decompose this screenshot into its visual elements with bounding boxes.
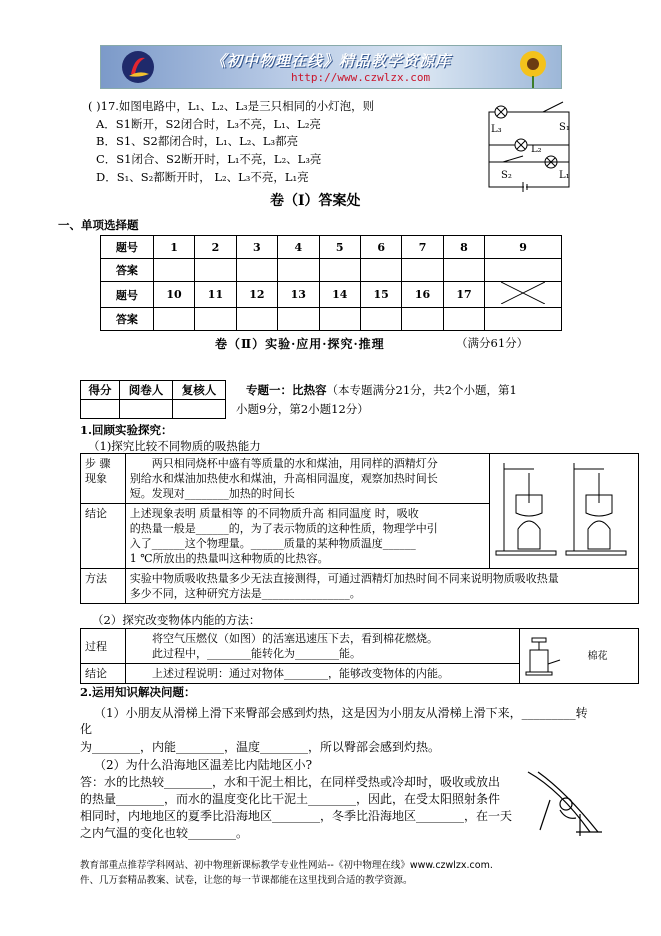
label-s2: S₂	[501, 170, 512, 181]
site-logo-icon	[121, 50, 155, 84]
exp2-label-process: 过程	[81, 629, 126, 664]
answer-label-cell: 答案	[101, 259, 154, 282]
answer-cell[interactable]	[360, 259, 401, 282]
answer-cell[interactable]	[236, 308, 277, 331]
grade-header: 阅卷人	[119, 381, 172, 400]
exp1-table	[80, 453, 639, 604]
answer-cell[interactable]	[485, 259, 562, 282]
answer-cell[interactable]	[485, 308, 562, 331]
answer-cell[interactable]	[236, 259, 277, 282]
q2-2-line: 答：水的比热较________，水和干泥土相比，在同样受热或冷却时，吸收或放出	[80, 775, 501, 789]
answer-header-cell: 12	[236, 282, 277, 308]
label-s1: S₁	[559, 122, 570, 133]
exp1-steps-line: 短。发现对________加热的时间长	[129, 487, 295, 500]
volume2-title: 卷（Ⅱ）实验·应用·探究·推理	[215, 337, 385, 351]
answer-header-cell: 6	[360, 236, 401, 259]
topic-desc: （本专题满分21分，共2个小题，第1	[326, 383, 517, 397]
grade-table	[80, 380, 226, 419]
answer-cell[interactable]	[402, 308, 443, 331]
answer-header-cell: 8	[443, 236, 484, 259]
grade-header: 得分	[81, 381, 120, 400]
cotton-label: 棉花	[587, 651, 608, 662]
answer-header-cell: 题号	[101, 282, 154, 308]
exp1-label-steps: 步 骤 现象	[81, 454, 126, 504]
answer-header-cell: 5	[319, 236, 360, 259]
answer-header-cell: 13	[278, 282, 319, 308]
exp1-label-conclusion: 结论	[81, 504, 126, 569]
section1-title: 一、单项选择题	[58, 218, 139, 232]
answer-cell[interactable]	[319, 259, 360, 282]
answer-cell[interactable]	[195, 308, 236, 331]
answer-cell[interactable]	[402, 259, 443, 282]
volume1-title: 卷（Ⅰ）答案处	[270, 193, 361, 209]
label-l2: L₂	[531, 144, 542, 155]
q17-stem: ( )17.如图电路中，L₁、L₂、L₃是三只相同的小灯泡，则	[88, 99, 375, 113]
answer-header-cell: 9	[485, 236, 562, 259]
answer-header-cell: 1	[153, 236, 194, 259]
topic-line1	[246, 382, 517, 398]
answer-cell[interactable]	[195, 259, 236, 282]
exp1-conclusion-line: 的热量一般是______的，为了表示物质的这种性质，物理学中引	[129, 522, 438, 535]
exp1-method-line: 实验中物质吸收热量多少无法直接测得，可通过酒精灯加热时间不同来说明物质吸收热量	[129, 572, 559, 585]
q2-1-line: （1）小朋友从滑梯上滑下来臀部会感到灼热，这是因为小朋友从滑梯上滑下来，_________转	[94, 706, 588, 720]
q2-2-line: 之内气温的变化也较________。	[80, 826, 249, 840]
crossed-cell	[485, 282, 562, 308]
slide-child-figure	[520, 770, 605, 840]
cross-out-icon	[501, 282, 545, 304]
answer-header-cell: 7	[402, 236, 443, 259]
banner-url: http://www.czwlzx.com	[291, 71, 431, 84]
grade-cell[interactable]	[81, 400, 120, 419]
exp2-title: （2）探究改变物体内能的方法：	[92, 613, 261, 627]
q2-1-line: 为________，内能________，温度________，所以臀部会感到灼热。	[80, 740, 441, 754]
label-l3: L₃	[491, 124, 502, 135]
exp1-steps-line: 别给水和煤油加热使水和煤油，升高相同温度，观察加热时间长	[129, 472, 438, 485]
exp2-table	[80, 628, 639, 684]
grade-cell[interactable]	[172, 400, 225, 419]
circuit-diagram	[483, 100, 583, 205]
answer-cell[interactable]	[153, 308, 194, 331]
label-l1: L₁	[559, 170, 570, 181]
grade-header: 复核人	[172, 381, 225, 400]
answer-cell[interactable]	[360, 308, 401, 331]
q2-2-line: （2）为什么沿海地区温差比内陆地区小?	[94, 758, 313, 772]
answer-header-cell: 14	[319, 282, 360, 308]
answer-header-cell: 3	[236, 236, 277, 259]
exp1-conclusion-line: 1 ℃所放出的热量叫这种物质的比热容。	[129, 552, 329, 565]
q17-option-a: A．S1断开，S2闭合时，L₃不亮，L₁、L₂亮	[96, 117, 321, 131]
exp1-label-method: 方法	[81, 569, 126, 604]
exp1-conclusion-line: 上述现象表明 质量相等 的不同物质升高 相同温度 时，吸收	[129, 507, 419, 520]
answer-cell[interactable]	[153, 259, 194, 282]
answer-cell[interactable]	[278, 308, 319, 331]
footer-line: 教育部重点推荐学科网站、初中物理新课标教学专业性网站--《初中物理在线》www.czwlzx.com.	[80, 860, 493, 871]
topic-name: 专题一：比热容	[246, 383, 327, 397]
exp1-conclusion-line: 入了______这个物理量。______质量的某种物质温度______	[129, 537, 416, 550]
q2-2-line: 相同时，内地地区的夏季比沿海地区________，冬季比沿海地区________，在一天	[80, 809, 513, 823]
exp2-conclusion-line: 上述过程说明：通过对物体________，能够改变物体的内能。	[126, 664, 520, 684]
part2-title: 2.运用知识解决问题：	[80, 685, 196, 699]
footer-line: 件、几万套精品教案、试卷，让您的每一节课都能在这里找到合适的教学资源。	[80, 875, 413, 886]
answer-cell[interactable]	[443, 308, 484, 331]
answer-label-cell: 答案	[101, 308, 154, 331]
fire-syringe-figure	[520, 629, 639, 684]
answer-table	[100, 235, 562, 331]
answer-header-cell: 16	[402, 282, 443, 308]
exp1-steps-line: 两只相同烧杯中盛有等质量的水和煤油，用同样的酒精灯分	[151, 457, 438, 470]
volume2-score: （满分61分）	[456, 336, 529, 350]
answer-header-cell: 17	[443, 282, 484, 308]
answer-cell[interactable]	[278, 259, 319, 282]
answer-header-cell: 10	[153, 282, 194, 308]
answer-header-cell: 11	[195, 282, 236, 308]
answer-cell[interactable]	[443, 259, 484, 282]
q17-option-d: D．S₁、S₂都断开时， L₂、L₃不亮，L₁亮	[96, 170, 309, 184]
q17-option-b: B．S1、S2都闭合时，L₁、L₂、L₃都亮	[96, 134, 299, 148]
q17-option-c: C．S1闭合、S2断开时，L₁不亮，L₂、L₃亮	[96, 152, 322, 166]
sunflower-icon	[501, 46, 561, 88]
answer-header-cell: 4	[278, 236, 319, 259]
answer-header-cell: 15	[360, 282, 401, 308]
exp2-process-line: 将空气压燃仪（如图）的活塞迅速压下去，看到棉花燃烧。	[152, 632, 438, 645]
header-banner	[100, 45, 562, 89]
topic-desc2: 小题9分，第2小题12分）	[236, 402, 369, 416]
exp1-title: （1)探究比较不同物质的吸热能力	[88, 439, 261, 453]
beaker-burner-icon	[494, 459, 634, 559]
grade-cell[interactable]	[119, 400, 172, 419]
answer-cell[interactable]	[319, 308, 360, 331]
answer-header-cell: 题号	[101, 236, 154, 259]
part1-title: 1.回顾实验探究：	[80, 423, 173, 437]
exp2-process-line: 此过程中，________能转化为________能。	[152, 647, 361, 660]
heating-apparatus-figure	[490, 454, 639, 569]
exp2-label-conclusion: 结论	[81, 664, 126, 684]
q2-2-line: 的热量________，而水的温度变化比干泥土________，因此，在受太阳照射条件	[80, 792, 501, 806]
banner-title: 《初中物理在线》精品教学资源库	[211, 52, 452, 70]
q2-1-line: 化	[80, 722, 93, 736]
exp1-method-line: 多少不同，这种研究方法是________________。	[129, 587, 361, 600]
fire-syringe-icon	[524, 636, 584, 676]
answer-header-cell: 2	[195, 236, 236, 259]
